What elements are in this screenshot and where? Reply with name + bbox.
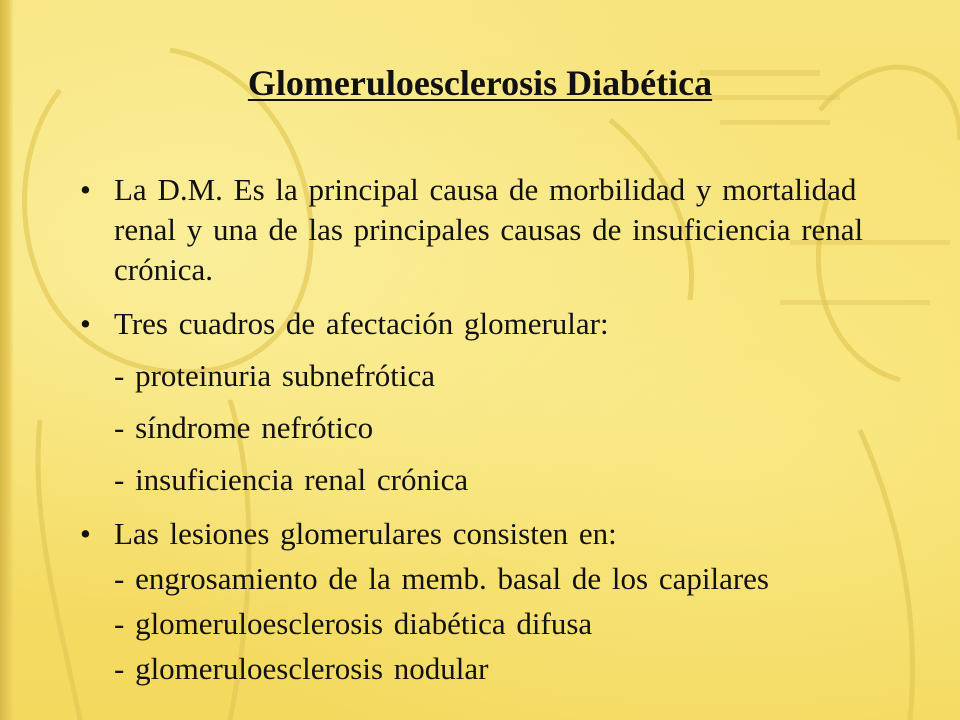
page-title: Glomeruloesclerosis Diabética <box>247 63 713 103</box>
sub-item: - insuficiencia renal crónica <box>114 462 469 497</box>
bullet-text: Las lesiones glomerulares consisten en: <box>114 516 617 551</box>
bullet-icon: • <box>80 306 91 341</box>
bullet-list <box>80 170 880 689</box>
sub-item: - engrosamiento de la memb. basal de los capilares <box>114 561 769 596</box>
bullet-item <box>80 514 880 554</box>
bullet-text: Tres cuadros de afectación glomerular: <box>114 306 609 341</box>
bullet-text: La D.M. Es la principal causa de morbilidad y mortalidad renal y una de las principales causas de insuficiencia renal crónica. <box>114 172 864 287</box>
bullet-item <box>80 304 880 344</box>
bullet-icon: • <box>80 172 91 207</box>
sub-item: - glomeruloesclerosis nodular <box>114 651 489 686</box>
sub-list <box>80 356 880 500</box>
sub-item: - proteinuria subnefrótica <box>114 358 436 393</box>
sub-list <box>80 559 880 689</box>
sub-item: - síndrome nefrótico <box>114 410 374 445</box>
sub-item: - glomeruloesclerosis diabética difusa <box>114 606 593 641</box>
bullet-icon: • <box>80 516 91 551</box>
bullet-item <box>80 170 880 290</box>
